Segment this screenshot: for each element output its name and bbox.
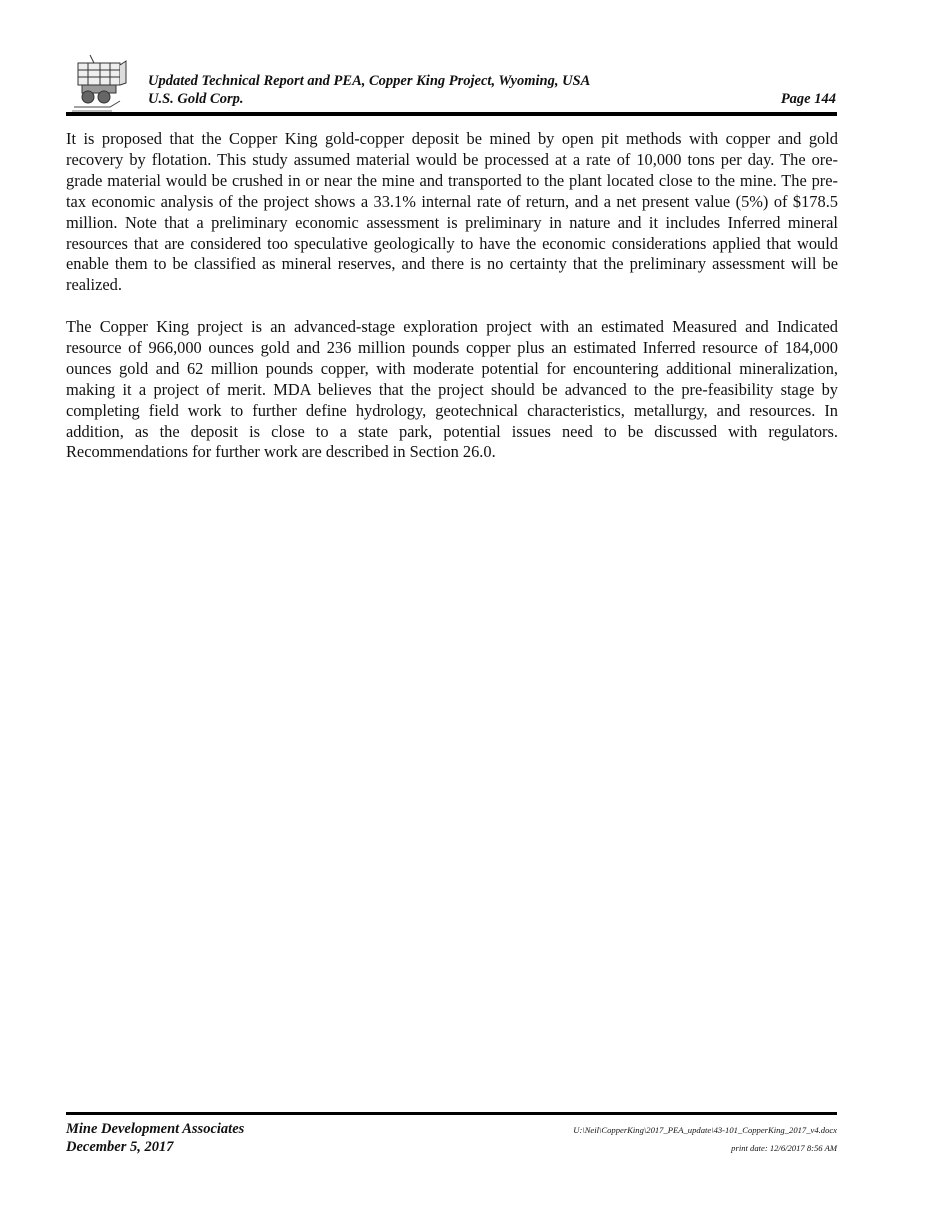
footer-print-date: print date: 12/6/2017 8:56 AM [731,1143,837,1153]
company-name: U.S. Gold Corp. [148,91,244,107]
body-paragraph: It is proposed that the Copper King gold-copper deposit be mined by open pit methods with copper and gold recovery by flotation. This study assumed material would be processed at a rate of 10,000 tons per day. The ore-grade material would be crushed in or near the mine and transported to the plant located close to the mine. The pre-tax economic analysis of the project shows a 33.1% internal rate of return, and a net present value (5%) of $178.5 million. Note that a preliminary economic assessment is preliminary in nature and it includes Inferred mineral resources that are considered too speculative geologically to have the economic considerations applied that would enable them to be classified as mineral reserves, and there is no certainty that the preliminary assessment will be realized. [66,129,838,295]
footer-file-path: U:\Neil\CopperKing\2017_PEA_update\43-101_CopperKing_2017_v4.docx [573,1125,837,1135]
footer-rule [66,1112,837,1115]
report-title: Updated Technical Report and PEA, Copper King Project, Wyoming, USA [148,73,591,89]
mining-cart-logo-icon [70,53,132,113]
body-paragraph: The Copper King project is an advanced-stage exploration project with an estimated Measured and Indicated resource of 966,000 ounces gold and 236 million pounds copper plus an estimated Inferred resource of 184,000 ounces gold and 62 million pounds copper, with moderate potential for encountering additional mineralization, making it a project of merit. MDA believes that the project should be advanced to the pre-feasibility stage by completing field work to further define hydrology, geotechnical characteristics, metallurgy, and resources. In addition, as the deposit is close to a state park, potential issues need to be discussed with regulators. Recommendations for further work are described in Section 26.0. [66,317,838,462]
footer-company: Mine Development Associates [66,1121,245,1137]
footer-date: December 5, 2017 [66,1139,174,1155]
header-rule [66,112,837,116]
page-number: Page 144 [780,91,836,107]
